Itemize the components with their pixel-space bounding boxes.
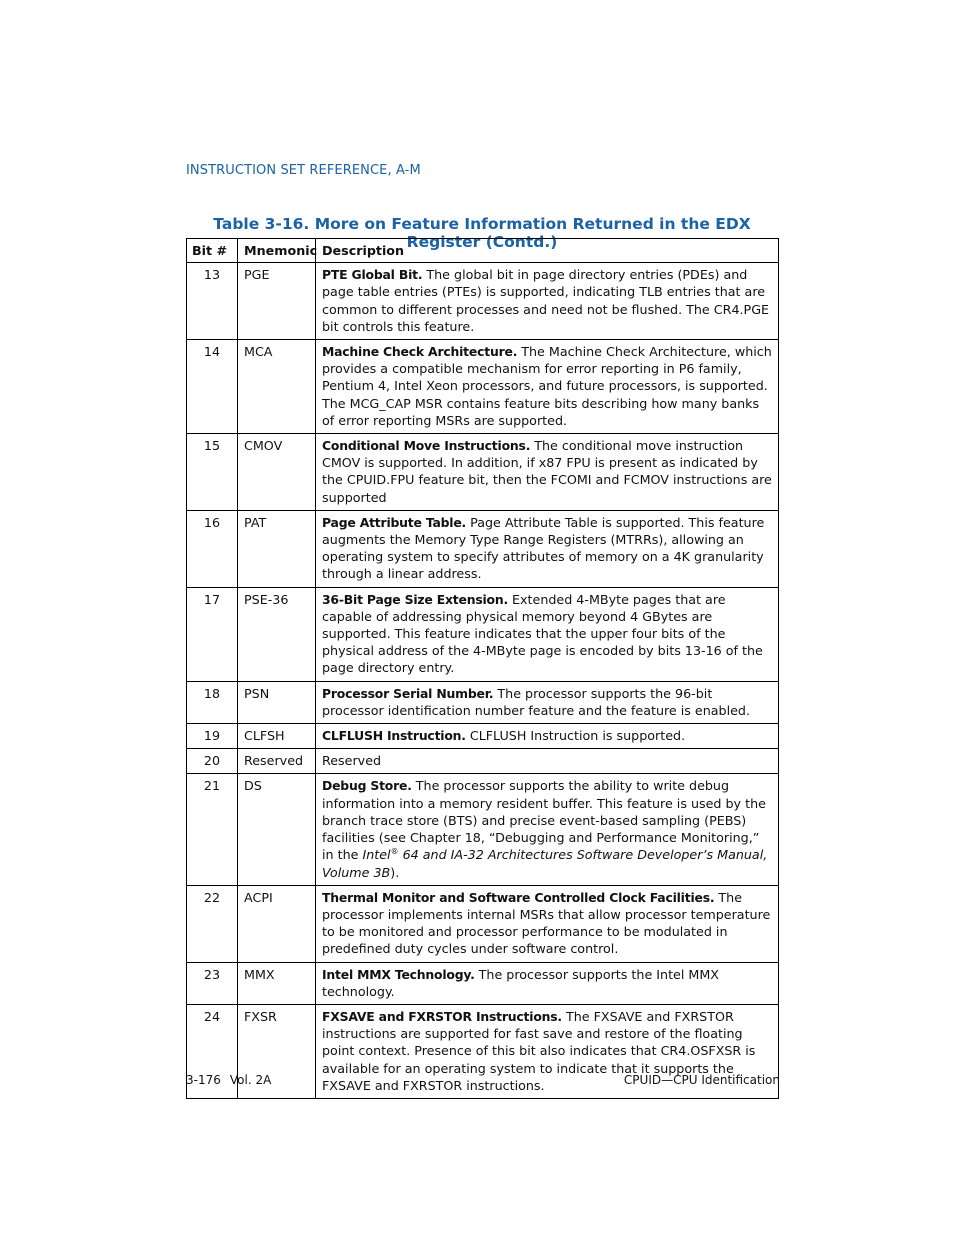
- table-row: [187, 340, 779, 434]
- description-cell: [316, 587, 779, 681]
- feature-description: Extended 4-MByte pages that are capable of addressing physical memory beyond 4 GBytes are supported. This feature indicates that the upper four bits of the physical address of the 4-MByte page is encoded by bits 13-16 of the page directory entry.: [322, 591, 763, 676]
- volume-label: Vol. 2A: [229, 1073, 272, 1087]
- bit-cell: 16: [187, 510, 238, 587]
- mnemonic-cell: MCA: [238, 340, 316, 434]
- feature-name: Processor Serial Number.: [322, 685, 494, 701]
- table-row: [187, 434, 779, 511]
- mnemonic-cell: Reserved: [238, 749, 316, 774]
- mnemonic-cell: CMOV: [238, 434, 316, 511]
- feature-name: Conditional Move Instructions.: [322, 438, 531, 454]
- feature-name: PTE Global Bit.: [322, 267, 423, 283]
- table-row: [187, 724, 779, 749]
- bit-cell: 13: [187, 263, 238, 340]
- mnemonic-cell: DS: [238, 774, 316, 885]
- mnemonic-cell: PSN: [238, 681, 316, 723]
- feature-name: Debug Store.: [322, 778, 412, 794]
- mnemonic-cell: FXSR: [238, 1004, 316, 1098]
- mnemonic-cell: PGE: [238, 263, 316, 340]
- description-cell: [316, 434, 779, 511]
- feature-description-end: ).: [390, 864, 400, 880]
- feature-description: The processor supports the ability to write debug information into a memory resident buffer. This feature is used by the branch trace store (BTS) and precise event-based sampling (PEBS) facilities (see Chapter 18, “Debugging and Performance Monitoring,” in the: [322, 778, 766, 863]
- bit-cell: 20: [187, 749, 238, 774]
- feature-description: The processor supports the Intel MMX technology.: [322, 966, 719, 999]
- description-cell: [316, 263, 779, 340]
- table-caption: Table 3-16. More on Feature Information Returned in the EDX Register (Contd.): [213, 215, 751, 251]
- bit-cell: 19: [187, 724, 238, 749]
- description-cell: [316, 774, 779, 885]
- feature-description: The Machine Check Architecture, which provides a compatible mechanism for error reporting in P6 family, Pentium 4, Intel Xeon processors, and future processors, is supported. The MCG_CAP MSR contains feature bits describing how many banks of error reporting MSRs are supported.: [322, 344, 772, 428]
- manual-reference-title: 64 and IA-32 Architectures Software Developer’s Manual, Volume 3B: [322, 847, 768, 880]
- description-cell: [316, 885, 779, 962]
- bit-cell: 18: [187, 681, 238, 723]
- bit-cell: 14: [187, 340, 238, 434]
- feature-name: Thermal Monitor and Software Controlled Clock Facilities.: [322, 889, 715, 905]
- mnemonic-cell: ACPI: [238, 885, 316, 962]
- feature-description: The processor implements internal MSRs that allow processor temperature to be monitored and processor performance to be modulated in predefined duty cycles under software control.: [322, 889, 771, 957]
- manual-reference: [322, 847, 767, 879]
- section-title-footer: CPUID—CPU Identification: [623, 1073, 780, 1087]
- page-footer-left: [186, 1073, 271, 1087]
- table-row: [187, 885, 779, 962]
- feature-name: CLFLUSH Instruction.: [322, 728, 466, 744]
- feature-description: CLFLUSH Instruction is supported.: [465, 728, 686, 744]
- feature-description: Reserved: [322, 753, 382, 769]
- page-number: 3-176: [186, 1073, 221, 1087]
- column-header-description: Description: [316, 239, 779, 263]
- description-cell: [316, 724, 779, 749]
- mnemonic-cell: MMX: [238, 962, 316, 1004]
- feature-name: Page Attribute Table.: [322, 514, 467, 530]
- feature-description: The FXSAVE and FXRSTOR instructions are supported for fast save and restore of the floating point context. Presence of this bit also indicates that CR4.OSFXSR is available for an operating system to indicate that it supports the FXSAVE and FXRSTOR instructions.: [322, 1008, 756, 1093]
- column-header-mnemonic: Mnemonic: [238, 239, 316, 263]
- bit-cell: 15: [187, 434, 238, 511]
- description-cell: [316, 340, 779, 434]
- table-row: [187, 962, 779, 1004]
- feature-name: Intel MMX Technology.: [322, 966, 475, 982]
- feature-description: The global bit in page directory entries (PDEs) and page table entries (PTEs) is supported, indicating TLB entries that are common to different processes and need not be flushed. The CR4.PGE bit controls this feature.: [322, 267, 770, 334]
- table-row: [187, 749, 779, 774]
- bit-cell: 21: [187, 774, 238, 885]
- feature-description: The conditional move instruction CMOV is supported. In addition, if x87 FPU is present as indicated by the CPUID.FPU feature bit, then the FCOMI and FCMOV instructions are supported: [322, 438, 772, 505]
- description-cell: [316, 510, 779, 587]
- feature-name: FXSAVE and FXRSTOR Instructions.: [322, 1008, 562, 1024]
- mnemonic-cell: PSE-36: [238, 587, 316, 681]
- mnemonic-cell: PAT: [238, 510, 316, 587]
- bit-cell: 24: [187, 1004, 238, 1098]
- manual-reference-brand: Intel: [362, 847, 391, 863]
- bit-cell: 17: [187, 587, 238, 681]
- description-cell: [316, 749, 779, 774]
- registered-mark: ®: [390, 847, 399, 857]
- feature-description: The processor supports the 96-bit processor identification number feature and the feature is enabled.: [322, 685, 751, 718]
- table-header-row: [187, 239, 779, 263]
- table-row: [187, 587, 779, 681]
- feature-description: Page Attribute Table is supported. This feature augments the Memory Type Range Registers (MTRRs), allowing an operating system to specify attributes of memory on a 4K granularity through a linear address.: [322, 514, 765, 582]
- table-row: [187, 263, 779, 340]
- table-row: [187, 681, 779, 723]
- bit-cell: 22: [187, 885, 238, 962]
- bit-cell: 23: [187, 962, 238, 1004]
- table-row: [187, 774, 779, 885]
- running-head: INSTRUCTION SET REFERENCE, A-M: [186, 163, 421, 178]
- description-cell: [316, 681, 779, 723]
- table-row: [187, 510, 779, 587]
- column-header-bit: Bit #: [187, 239, 238, 263]
- feature-name: Machine Check Architecture.: [322, 344, 518, 360]
- description-cell: [316, 962, 779, 1004]
- mnemonic-cell: CLFSH: [238, 724, 316, 749]
- feature-name: 36-Bit Page Size Extension.: [322, 591, 508, 607]
- feature-table: [186, 238, 779, 1099]
